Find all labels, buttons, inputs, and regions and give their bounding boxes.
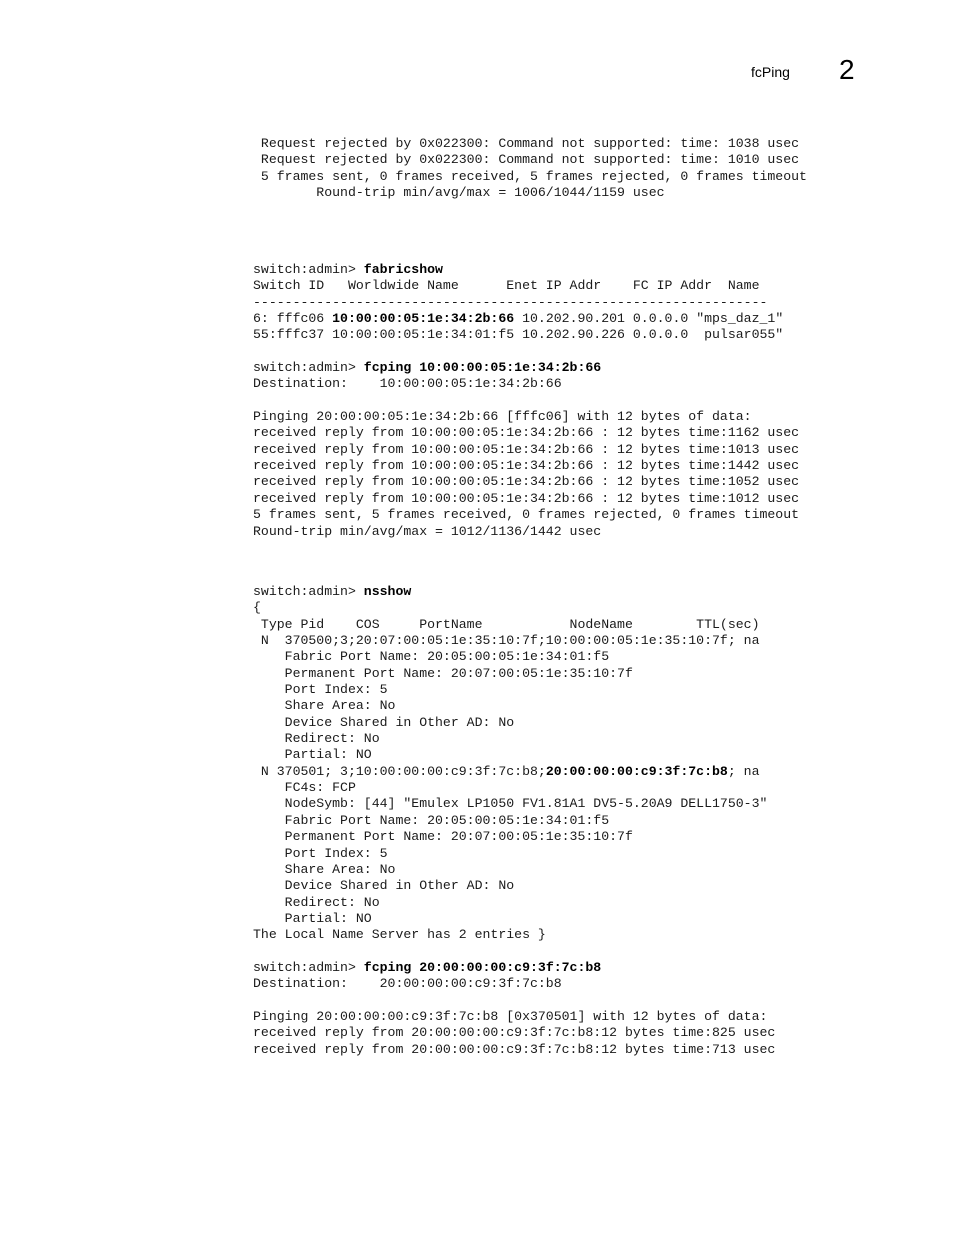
output-text: received reply from 10:00:00:05:1e:34:2b:66 : 12 bytes time:1442 usec [253,458,800,474]
output-text: Round-trip min/avg/max = 1012/1136/1442 usec [253,523,602,539]
output-text: received reply from 20:00:00:00:c9:3f:7c:b8:12 bytes time:825 usec [253,1025,776,1041]
code-line [253,1042,775,1058]
output-text: { [253,600,261,616]
code-line [253,360,799,376]
output-text: received reply from 20:00:00:00:c9:3f:7c:b8:12 bytes time:713 usec [253,1041,776,1057]
output-text: Share Area: No [253,861,396,877]
running-header-title: fcPing [751,64,790,80]
code-line [253,507,799,523]
output-text: switch:admin> [253,959,364,975]
code-line [253,491,799,507]
output-text: Fabric Port Name: 20:05:00:05:1e:34:01:f5 [253,812,610,828]
code-line [253,813,775,829]
code-line [253,666,775,682]
code-line [253,295,799,311]
code-line [253,409,799,425]
code-line [253,796,775,812]
code-line [253,474,799,490]
code-line [253,633,775,649]
output-text: Port Index: 5 [253,682,388,698]
code-line [253,584,775,600]
output-text: Partial: NO [253,910,372,926]
output-text: received reply from 10:00:00:05:1e:34:2b:66 : 12 bytes time:1162 usec [253,425,800,441]
code-line [253,911,775,927]
code-line [253,458,799,474]
code-line [253,993,775,1009]
code-block-nsshow-fcping [253,584,775,1058]
code-line [253,944,775,960]
code-line [253,1009,775,1025]
output-text: switch:admin> [253,360,364,376]
code-line [253,927,775,943]
output-text: 6: fffc06 [253,311,333,327]
output-text: Type Pid COS PortName NodeName TTL(sec) [253,616,760,632]
code-line [253,1025,775,1041]
code-line [253,878,775,894]
output-text: received reply from 10:00:00:05:1e:34:2b:66 : 12 bytes time:1052 usec [253,474,800,490]
code-line [253,442,799,458]
output-text: 5 frames sent, 0 frames received, 5 frames rejected, 0 frames timeout [253,168,807,184]
code-line [253,846,775,862]
code-line [253,764,775,780]
output-text: Request rejected by 0x022300: Command not supported: time: 1038 usec [253,136,800,151]
code-line [253,976,775,992]
output-text: Fabric Port Name: 20:05:00:05:1e:34:01:f5 [253,649,610,665]
output-text: Permanent Port Name: 20:07:00:05:1e:35:10:7f [253,665,633,681]
output-text: 10.202.90.201 0.0.0.0 "mps_daz_1" [514,311,784,327]
code-line [253,344,799,360]
output-text: Request rejected by 0x022300: Command not supported: time: 1010 usec [253,152,800,168]
code-line [253,327,799,343]
output-text: Pinging 20:00:00:05:1e:34:2b:66 [fffc06] with 12 bytes of data: [253,409,752,425]
code-line [253,393,799,409]
output-text: Destination: 10:00:00:05:1e:34:2b:66 [253,376,562,392]
command-text: fcping 20:00:00:00:c9:3f:7c:b8 [363,959,602,975]
code-line [253,262,799,278]
code-line [253,862,775,878]
code-line [253,425,799,441]
chapter-number: 2 [839,54,855,85]
command-text: fcping 10:00:00:05:1e:34:2b:66 [363,360,602,376]
output-text: 5 frames sent, 5 frames received, 0 frames rejected, 0 frames timeout [253,507,800,523]
output-text: Share Area: No [253,698,396,714]
output-text: Destination: 20:00:00:00:c9:3f:7c:b8 [253,976,562,992]
command-text: fabricshow [363,262,443,277]
code-line [253,747,775,763]
code-block-fcping-rejected-output [253,136,807,201]
code-line [253,649,775,665]
output-text: ; na [727,763,760,779]
code-line [253,715,775,731]
output-text: switch:admin> [253,584,364,599]
code-line [253,960,775,976]
output-text: Partial: NO [253,747,372,763]
output-text: Device Shared in Other AD: No [253,714,515,730]
code-line [253,698,775,714]
code-line [253,278,799,294]
output-text: N 370500;3;20:07:00:05:1e:35:10:7f;10:00:00:05:1e:35:10:7f; na [253,633,760,649]
output-text: ----------------------------------------------------------------- [253,294,768,310]
code-line [253,376,799,392]
output-text: FC4s: FCP [253,780,356,796]
code-line [253,524,799,540]
output-text: Switch ID Worldwide Name Enet IP Addr FC IP Addr Name [253,278,760,294]
output-text: received reply from 10:00:00:05:1e:34:2b:66 : 12 bytes time:1012 usec [253,490,800,506]
output-text: Redirect: No [253,731,380,747]
code-line [253,731,775,747]
command-text: nsshow [363,584,412,599]
code-line [253,895,775,911]
output-text: Pinging 20:00:00:00:c9:3f:7c:b8 [0x370501] with 12 bytes of data: [253,1008,768,1024]
code-line [253,682,775,698]
code-line [253,600,775,616]
output-text: The Local Name Server has 2 entries } [253,927,546,943]
output-text: Permanent Port Name: 20:07:00:05:1e:35:10:7f [253,829,633,845]
code-line [253,829,775,845]
output-text: Port Index: 5 [253,845,388,861]
output-text: NodeSymb: [44] "Emulex LP1050 FV1.81A1 DV5-5.20A9 DELL1750-3" [253,796,768,812]
code-line [253,617,775,633]
output-text: 55:fffc37 10:00:00:05:1e:34:01:f5 10.202.90.226 0.0.0.0 pulsar055" [253,327,784,343]
output-text: N 370501; 3;10:00:00:00:c9:3f:7c:b8; [253,763,546,779]
output-text: Device Shared in Other AD: No [253,878,515,894]
output-text: Round-trip min/avg/max = 1006/1044/1159 usec [253,185,665,201]
code-line [253,152,807,168]
code-line [253,136,807,152]
command-text: 10:00:00:05:1e:34:2b:66 [332,311,515,327]
output-text: switch:admin> [253,262,364,277]
code-line [253,185,807,201]
code-line [253,169,807,185]
code-line [253,311,799,327]
command-text: 20:00:00:00:c9:3f:7c:b8 [545,763,728,779]
output-text: Redirect: No [253,894,380,910]
code-line [253,780,775,796]
code-block-fabricshow-fcping [253,262,799,540]
output-text: received reply from 10:00:00:05:1e:34:2b:66 : 12 bytes time:1013 usec [253,441,800,457]
